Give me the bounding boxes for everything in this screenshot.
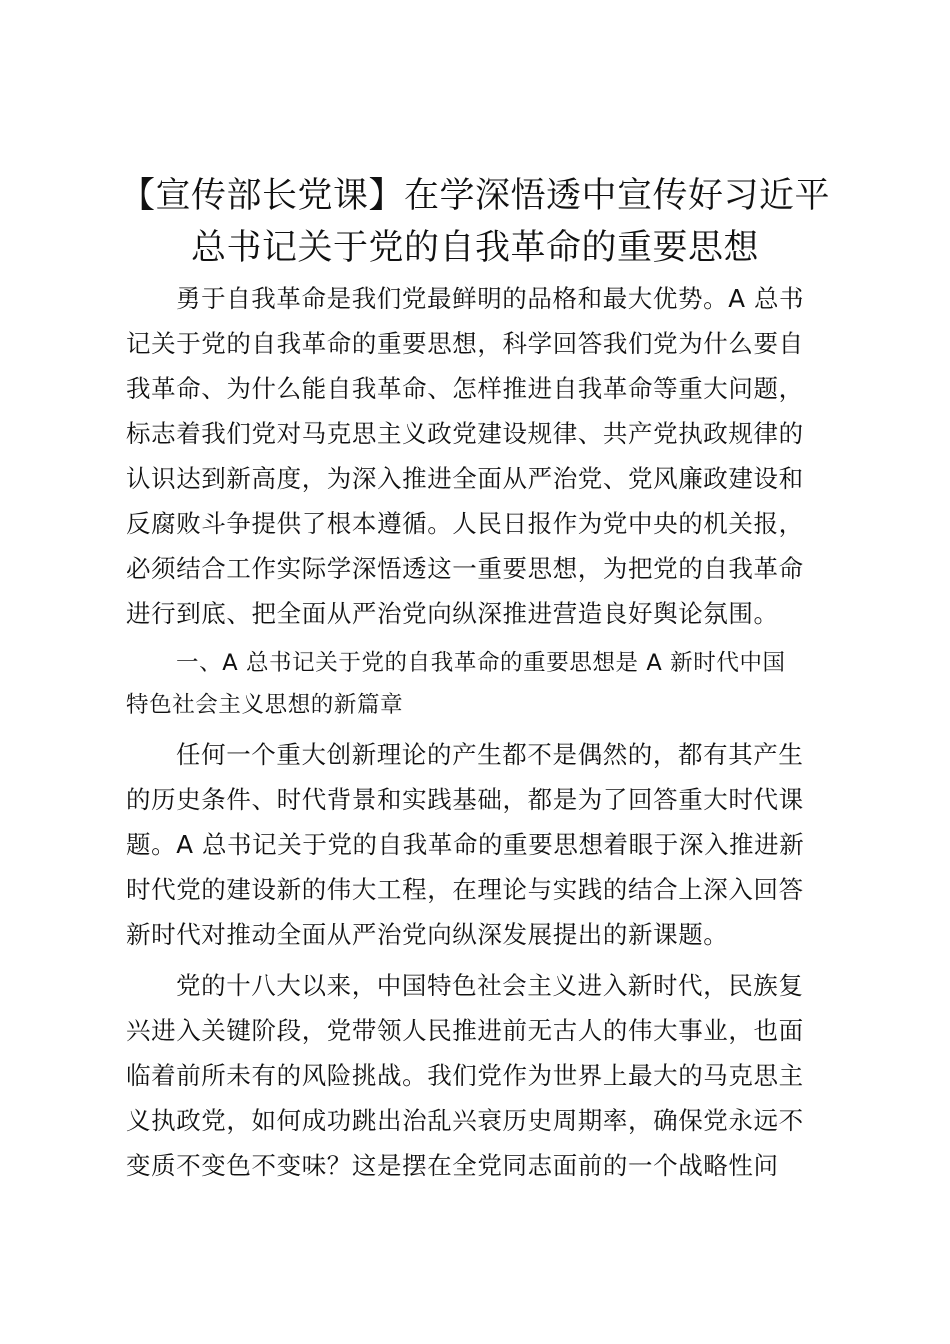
title-line: 总书记关于党的自我革命的重要思想: [190, 228, 759, 268]
text-line: 临着前所未有的风险挑战。我们党作为世界上最大的马克思主: [126, 1061, 804, 1090]
text-line: 变质不变色不变味？这是摆在全党同志面前的一个战略性问: [126, 1151, 779, 1180]
text-line: 反腐败斗争提供了根本遵循。人民日报作为党中央的机关报，: [126, 509, 804, 538]
document-body: [126, 276, 826, 1188]
text-line: 勇于自我革命是我们党最鲜明的品格和最大优势。A 总书: [176, 284, 805, 313]
section-heading: [126, 642, 826, 726]
text-line: 进行到底、把全面从严治党向纵深推进营造良好舆论氛围。: [126, 599, 779, 628]
paragraph: [126, 963, 826, 1188]
text-line: 题。A 总书记关于党的自我革命的重要思想着眼于深入推进新: [126, 830, 805, 859]
text-line: 兴进入关键阶段，党带领人民推进前无古人的伟大事业，也面: [126, 1016, 804, 1045]
text-line: 特色社会主义思想的新篇章: [126, 692, 404, 718]
paragraph: [126, 732, 826, 957]
text-line: 必须结合工作实际学深悟透这一重要思想，为把党的自我革命: [126, 554, 804, 583]
text-line: 任何一个重大创新理论的产生都不是偶然的，都有其产生: [176, 740, 804, 769]
text-line: 新时代对推动全面从严治党向纵深发展提出的新课题。: [126, 920, 729, 949]
text-line: 一、A 总书记关于党的自我革命的重要思想是 A 新时代中国: [176, 650, 786, 676]
text-line: 我革命、为什么能自我革命、怎样推进自我革命等重大问题，: [126, 374, 804, 403]
text-line: 的历史条件、时代背景和实践基础，都是为了回答重大时代课: [126, 785, 804, 814]
text-line: 认识达到新高度，为深入推进全面从严治党、党风廉政建设和: [126, 464, 804, 493]
text-line: 义执政党，如何成功跳出治乱兴衰历史周期率，确保党永远不: [126, 1106, 804, 1135]
paragraph-intro: [126, 276, 826, 636]
title-line: 【宣传部长党课】在学深悟透中宣传好习近平: [119, 176, 830, 216]
text-line: 党的十八大以来，中国特色社会主义进入新时代，民族复: [176, 971, 804, 1000]
text-line: 时代党的建设新的伟大工程，在理论与实践的结合上深入回答: [126, 875, 804, 904]
text-line: 记关于党的自我革命的重要思想，科学回答我们党为什么要自: [126, 329, 804, 358]
text-line: 标志着我们党对马克思主义政党建设规律、共产党执政规律的: [126, 419, 804, 448]
document-title: [100, 170, 850, 274]
